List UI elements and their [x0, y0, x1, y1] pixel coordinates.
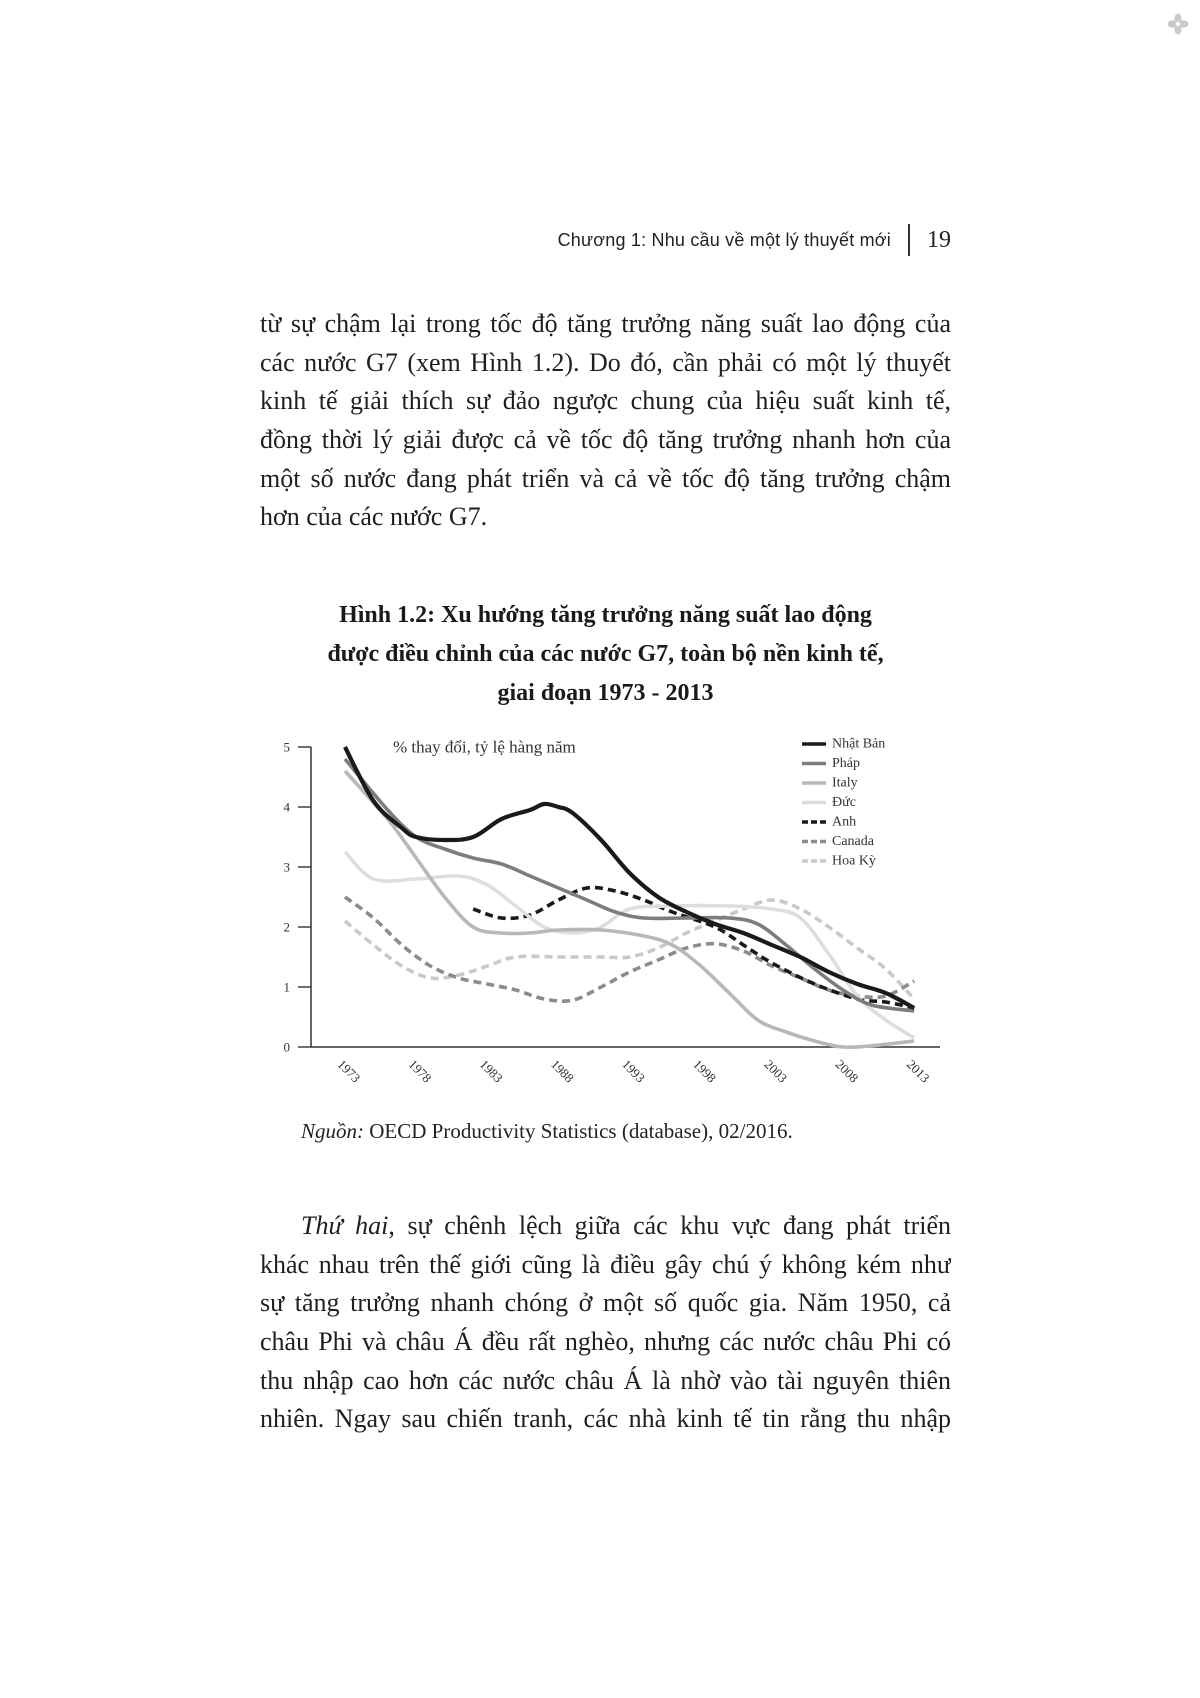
x-tick-label: 1978 — [405, 1056, 435, 1086]
text-line: châu Phi và châu Á đều rất nghèo, nhưng các nước châu Phi có — [260, 1327, 951, 1357]
legend-label-duc: Đức — [832, 795, 856, 810]
y-tick-label: 5 — [283, 739, 290, 755]
text-line: các nước G7 (xem Hình 1.2). Do đó, cần phải có một lý thuyết — [260, 347, 951, 377]
text-line: hơn của các nước G7. — [260, 502, 488, 532]
series-lines — [345, 747, 914, 1047]
figure-title-line: Hình 1.2: Xu hướng tăng trưởng năng suất lao động — [339, 602, 872, 628]
x-tick-label: 2008 — [832, 1056, 862, 1086]
figure-title-line: giai đoạn 1973 - 2013 — [497, 680, 714, 706]
x-tick-label: 2003 — [761, 1056, 791, 1086]
legend-label-phap: Pháp — [832, 756, 860, 771]
text-line: một số nước đang phát triển và cả về tốc độ tăng trưởng chậm — [260, 463, 951, 493]
y-tick-label: 4 — [283, 799, 290, 815]
header-divider — [908, 224, 910, 256]
y-tick-label: 2 — [283, 919, 290, 935]
x-tick-label: 1988 — [547, 1056, 577, 1086]
text-line: khác nhau trên thế giới cũng là điều gây chú ý không kém như — [260, 1249, 951, 1279]
text-line: sự tăng trưởng nhanh chóng ở một số quốc gia. Năm 1950, cả — [260, 1288, 951, 1318]
legend-label-hoa-ky: Hoa Kỳ — [832, 853, 876, 869]
italic-lead: Thứ hai — [301, 1211, 389, 1240]
paragraph-2 — [260, 1207, 951, 1439]
legend-label-canada: Canada — [832, 834, 874, 849]
chapter-title: Chương 1: Nhu cầu về một lý thuyết mới — [557, 229, 891, 250]
text-line: nhiên. Ngay sau chiến tranh, các nhà kinh tế tin rằng thu nhập — [260, 1404, 951, 1434]
y-axis-label: % thay đổi, tỷ lệ hàng năm — [393, 737, 576, 757]
y-tick-label: 3 — [283, 859, 290, 875]
legend-label-anh: Anh — [832, 814, 857, 830]
x-tick-label: 2013 — [903, 1056, 933, 1086]
x-tick-label: 1983 — [476, 1056, 506, 1086]
source-label: Nguồn: — [301, 1119, 364, 1143]
y-tick-label: 0 — [283, 1039, 290, 1055]
x-tick-label: 1973 — [334, 1056, 364, 1086]
y-tick-label: 1 — [283, 979, 290, 995]
page-number: 19 — [927, 226, 951, 253]
productivity-line-chart — [260, 720, 960, 1110]
text-line: kinh tế giải thích sự đảo ngược chung của hiệu suất kinh tế, — [260, 386, 951, 416]
legend-label-italy: Italy — [832, 775, 858, 791]
x-tick-label: 1998 — [690, 1056, 720, 1086]
text-line — [260, 1207, 951, 1246]
x-tick-label: 1993 — [619, 1056, 649, 1086]
legend-label-nhat-ban: Nhật Bản — [832, 736, 886, 752]
text-run: , sự chênh lệch giữa các khu vực đang phát triển — [388, 1211, 951, 1240]
series-line-canada — [345, 897, 914, 1001]
text-line: đồng thời lý giải được cả về tốc độ tăng trưởng nhanh hơn của — [260, 425, 951, 455]
text-line: từ sự chậm lại trong tốc độ tăng trưởng năng suất lao động của — [260, 309, 951, 338]
flower-icon — [1166, 12, 1190, 36]
source-text: OECD Productivity Statistics (database), 02/2016. — [364, 1119, 793, 1143]
figure-source — [301, 1116, 793, 1146]
figure-title-line: được điều chỉnh của các nước G7, toàn bộ nền kinh tế, — [327, 641, 884, 667]
paragraph-1 — [260, 305, 951, 537]
chart-legend — [802, 737, 885, 869]
text-line: thu nhập cao hơn các nước châu Á là nhờ vào tài nguyên thiên — [260, 1365, 951, 1395]
running-header — [260, 222, 951, 258]
figure-title — [260, 596, 951, 713]
